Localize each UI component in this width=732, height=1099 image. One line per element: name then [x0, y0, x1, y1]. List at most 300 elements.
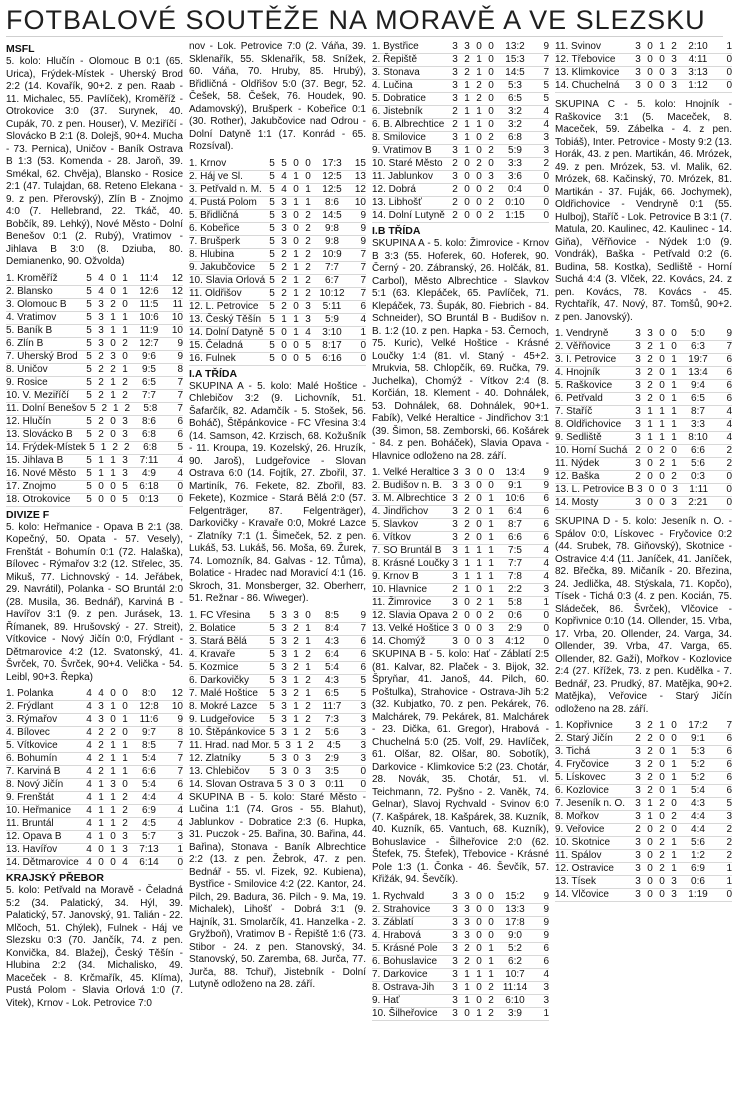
wins: 1: [464, 106, 470, 117]
table-row: [555, 54, 732, 67]
wins: 0: [464, 171, 470, 182]
points: 7: [726, 341, 732, 352]
points: 6: [360, 300, 366, 312]
points: 3: [360, 713, 366, 725]
team-name: 3. I. Petrovice: [555, 354, 617, 365]
points: 9: [543, 890, 549, 902]
losses: 2: [124, 402, 131, 414]
played: 5: [269, 339, 275, 351]
played: 3: [635, 458, 641, 469]
draws: 3: [110, 350, 116, 362]
team-name: 3. Stará Bělá: [189, 635, 247, 647]
draws: 0: [476, 519, 482, 530]
team-name: 10. Horní Suchá: [555, 445, 628, 456]
draws: 0: [476, 636, 482, 647]
score: 5:4: [142, 779, 156, 790]
losses: 3: [672, 484, 678, 495]
table-row: [555, 354, 732, 367]
losses: 3: [122, 467, 128, 479]
score: 3:5: [325, 765, 339, 777]
team-name: 11. Žimrovice: [372, 597, 432, 608]
team-name: 6. B. Albrechtice: [372, 119, 445, 130]
score: 13:4: [688, 367, 708, 378]
score: 6:6: [508, 532, 522, 543]
score: 9:8: [325, 235, 339, 247]
table-row: [555, 889, 732, 902]
table-row: [555, 484, 732, 497]
losses: 1: [671, 432, 677, 443]
team-name: 9. Frenštát: [6, 792, 54, 803]
team-name: 8. Ostrava-Jih: [372, 981, 435, 993]
team-name: 7. Brušperk: [189, 235, 241, 247]
wins: 1: [98, 779, 104, 790]
score: 6:3: [691, 341, 705, 352]
wins: 3: [281, 609, 287, 621]
ib-group-d-article: SKUPINA D - 5. kolo: Jeseník n. O. - Spálov 0:0, Lískovec - Fryčovice 0:2 (44. Srubek, 78. Giňovský), Skotnice - Ostravice 4:4 (11. Janíček, 41. Janíček, 82. Břečka, 89. Mičaník - 20. Březina, 24. Jedlička, 48. Stýskala, 71. Kopčo), Tísek - Tichá 0:3 (4. z pen. Kocián, 75. Sládeček, 86. Švrček), Vlčovice - Kopřivnice 0:10 (14. Ollender, 15. Vrba, 17. Vrba, 20. Ollender, 24. Varga, 34. Ollender, 39. Vrba, 47. Varga, 65. Ollender, 82. Gaži), Mořkov - Kozlovice 2:4 (27. Křížek, 73. z pen. Kudělka - 7. Bednář, 23. Prudký, 87. Matějka, 90+2. Matějka), Veřovice - Starý Jičín odloženo na 28. září.: [555, 516, 732, 715]
team-name: 5. Kozmice: [189, 661, 239, 673]
team-name: 1. Krnov: [189, 157, 227, 169]
table-row: [6, 481, 183, 494]
played: 5: [86, 272, 92, 284]
played: 5: [269, 648, 275, 660]
table-row: [372, 891, 549, 904]
wins: 3: [281, 635, 287, 647]
draws: 1: [110, 818, 116, 829]
played: 5: [269, 700, 275, 712]
points: 9: [360, 235, 366, 247]
played: 5: [86, 298, 92, 310]
losses: 2: [488, 610, 494, 621]
losses: 1: [671, 772, 677, 783]
played: 3: [635, 419, 641, 430]
table-row: [189, 701, 366, 714]
team-name: 2. Řepiště: [372, 54, 418, 65]
draws: 0: [659, 393, 665, 404]
losses: 1: [488, 597, 494, 608]
wins: 2: [464, 519, 470, 530]
table-row: [189, 314, 366, 327]
score: 5:4: [325, 661, 339, 673]
wins: 4: [281, 170, 287, 182]
points: 4: [726, 406, 732, 417]
draws: 1: [293, 326, 299, 338]
played: 5: [86, 480, 92, 492]
wins: 3: [464, 929, 470, 941]
table-row: [555, 367, 732, 380]
losses: 1: [671, 759, 677, 770]
score: 5:3: [508, 80, 522, 91]
wins: 3: [464, 903, 470, 915]
losses: 2: [488, 132, 494, 143]
ib-group-a-article: SKUPINA A - 5. kolo: Žimrovice - Krnov B 3:3 (55. Hoferek, 60. Hoferek, 90. Černý - 20. Zábranský, 26. Holčák, 81. Carbol), Město Albrechtice - Slavkov 5:1 (63. Klepáček, 65. Pavlíček, 71. Klepáček, 73. Šupák, 80. Fiebrich - 84. Schneider), SO Bruntál B - Budišov n. B. 1:2 (10. z pen. Hapka - 53. Černoch, 75. Kuric), Velké Hoštice - Krásné Loučky 1:4 (81. vl. Staný - 45+2. Mrukvia, 58. Chlopčík, 69. Ručka, 79. Juchelka), Chomýž - Vítkov 2:4 (8. Korčián, 18. Klement - 40. Dohnálek, 53. Dohnálek, 68. Dohnálek, 90+1. Fabík), Velké Heraltice - Jindřichov 3:1 (39. Šimon, 58. Zemborski, 66. Košárek - 84. z pen. Boháček), Slavia Opava - Hlavnice odloženo na 28. září.: [372, 238, 549, 462]
draws: 0: [476, 184, 482, 195]
wins: 1: [100, 441, 107, 453]
table-row: [372, 519, 549, 532]
team-name: 9. Hať: [372, 994, 400, 1006]
points: 3: [543, 981, 549, 993]
score: 4:4: [691, 811, 705, 822]
played: 2: [452, 184, 458, 195]
losses: 1: [305, 622, 311, 634]
score: 5:4: [142, 753, 156, 764]
team-name: 5. Lískovec: [555, 772, 606, 783]
losses: 2: [488, 197, 494, 208]
team-name: 4. Fryčovice: [555, 759, 609, 770]
table-row: [372, 80, 549, 93]
wins: 0: [647, 850, 653, 861]
score: 6:18: [139, 480, 159, 492]
team-name: 7. Karviná B: [6, 766, 61, 777]
points: 0: [543, 636, 549, 647]
wins: 3: [287, 778, 294, 790]
wins: 3: [98, 311, 104, 323]
draws: 1: [110, 753, 116, 764]
points: 10: [354, 196, 366, 208]
played: 2: [635, 471, 641, 482]
team-name: 6. Kozlovice: [555, 785, 609, 796]
losses: 3: [671, 889, 677, 900]
played: 3: [452, 981, 458, 993]
points: 0: [543, 210, 549, 221]
draws: 0: [476, 197, 482, 208]
team-name: 10. Hlavnice: [372, 584, 428, 595]
score: 0:6: [691, 876, 705, 887]
wins: 2: [464, 942, 470, 954]
team-name: 12. Třebovice: [555, 54, 616, 65]
played: 2: [452, 210, 458, 221]
draws: 1: [112, 402, 119, 414]
draws: 0: [110, 688, 116, 699]
team-name: 14. Dolní Lutyně: [372, 210, 445, 221]
draws: 1: [110, 324, 116, 336]
played: 5: [269, 300, 275, 312]
points: 5: [543, 93, 549, 104]
wins: 2: [281, 261, 287, 273]
score: 10:6: [139, 311, 159, 323]
draws: 0: [659, 889, 665, 900]
losses: 2: [671, 41, 677, 52]
draws: 0: [476, 41, 482, 52]
score: 6:10: [505, 994, 525, 1006]
losses: 0: [488, 80, 494, 91]
draws: 2: [110, 363, 116, 375]
score: 6:2: [508, 955, 522, 967]
wins: 2: [647, 733, 653, 744]
losses: 1: [488, 506, 494, 517]
played: 3: [635, 406, 641, 417]
draws: 1: [659, 432, 665, 443]
team-name: 12. Zlatníky: [189, 752, 241, 764]
draws: 1: [293, 196, 299, 208]
played: 3: [635, 41, 641, 52]
played: 3: [635, 432, 641, 443]
played: 2: [635, 824, 641, 835]
divf-article: 5. kolo: Heřmanice - Opava B 2:1 (38. Kopečný, 50. Opata - 57. Vesely), Frenštát - Bohumín 0:1 (72. Halaška), Bílovec - Rýmařov 3:2 (12. Střelec, 35. Mikuš, 77. Lichnovský - 14. Jeřábek, 29. Navrátil), Polanka - SO Bruntál 2:0 (28. Musila, 36. Bednář), Karviná B - Havířov 3:1 (9. z pen. Jurásek, 13. Římanek, 89. Hrušovský - 27. Streit), Vítkovice - Nový Jičín 0:0, Frýdlant - Dětmarovice 4:2 (12. Svatonský, 41. Švrček, 70. Švrček, 90+4. Velička - 54. Leibl, 90+3. Řepka): [6, 521, 183, 683]
wins: 3: [281, 196, 287, 208]
score: 4:12: [505, 636, 525, 647]
losses: 3: [305, 765, 311, 777]
team-name: 14. Chomýž: [372, 636, 426, 647]
score: 3:13: [688, 67, 708, 78]
table-row: [372, 571, 549, 584]
table-row: [555, 445, 732, 458]
losses: 2: [308, 739, 314, 751]
wins: 3: [281, 765, 287, 777]
played: 2: [635, 445, 641, 456]
team-name: 9. Jakubčovice: [189, 261, 256, 273]
team-name: 7. Darkovice: [372, 968, 428, 980]
table-row: [555, 380, 732, 393]
losses: 2: [488, 981, 494, 993]
losses: 1: [671, 354, 677, 365]
ia-group-a-table: [189, 610, 366, 792]
wins: 4: [281, 183, 287, 195]
played: 5: [89, 402, 96, 414]
played: 5: [86, 376, 92, 388]
score: 5:3: [691, 746, 705, 757]
wins: 4: [98, 688, 104, 699]
losses: 1: [122, 363, 128, 375]
score: 12:5: [322, 183, 342, 195]
points: 8: [177, 363, 183, 375]
score: 4:3: [691, 798, 705, 809]
points: 6: [543, 506, 549, 517]
draws: 0: [476, 903, 482, 915]
points: 6: [543, 519, 549, 530]
table-row: [189, 236, 366, 249]
points: 12: [354, 183, 366, 195]
table-row: [555, 406, 732, 419]
team-name: 18. Otrokovice: [6, 493, 71, 505]
team-name: 2. Budišov n. B.: [372, 480, 443, 491]
points: 6: [726, 785, 732, 796]
score: 6:14: [139, 857, 159, 868]
wins: 1: [464, 119, 470, 130]
score: 3:2: [508, 106, 522, 117]
score: 8:7: [508, 519, 522, 530]
played: 5: [269, 196, 275, 208]
table-row: [555, 419, 732, 432]
team-name: 8. Oldřichovice: [555, 419, 622, 430]
team-name: 4. Hnojník: [555, 367, 601, 378]
score: 17:3: [322, 157, 342, 169]
score: 4:5: [326, 739, 341, 751]
losses: 1: [671, 406, 677, 417]
draws: 2: [110, 727, 116, 738]
losses: 2: [305, 261, 311, 273]
team-name: 5. Dobratice: [372, 93, 426, 104]
table-row: [555, 772, 732, 785]
score: 7:8: [508, 571, 522, 582]
team-name: 4. Jindřichov: [372, 506, 429, 517]
table-row: [372, 636, 549, 649]
points: 4: [177, 467, 183, 479]
wins: 3: [98, 324, 104, 336]
wins: 2: [281, 287, 287, 299]
team-name: 13. Slovácko B: [6, 428, 73, 440]
losses: 3: [671, 876, 677, 887]
losses: 0: [488, 119, 494, 130]
wins: 3: [281, 674, 287, 686]
score: 3:9: [508, 1007, 522, 1019]
wins: 2: [464, 54, 470, 65]
played: 5: [86, 389, 92, 401]
points: 3: [360, 752, 366, 764]
losses: 0: [122, 688, 128, 699]
team-name: 13. Libhošť: [372, 197, 422, 208]
points: 0: [543, 610, 549, 621]
losses: 0: [122, 298, 128, 310]
points: 4: [177, 805, 183, 816]
team-name: 8. Krásné Loučky: [372, 558, 450, 569]
ib-group-b-table: [372, 891, 549, 1021]
played: 5: [86, 493, 92, 505]
table-row: [372, 969, 549, 982]
played: 5: [274, 739, 280, 751]
wins: 0: [647, 471, 653, 482]
ib-group-d-table: [555, 720, 732, 902]
wins: 0: [647, 889, 653, 900]
score: 14:5: [322, 209, 342, 221]
draws: 2: [476, 80, 482, 91]
table-row: [555, 497, 732, 510]
ib-heading: I.B TŘÍDA: [372, 225, 421, 237]
team-name: 5. Krásné Pole: [372, 942, 438, 954]
draws: 1: [476, 571, 482, 582]
table-row: [6, 286, 183, 299]
score: 0:11: [325, 778, 345, 790]
table-row: [6, 299, 183, 312]
draws: 2: [659, 445, 665, 456]
table-row: [6, 442, 183, 455]
table-row: [372, 132, 549, 145]
team-name: 1. Bystřice: [372, 41, 419, 52]
played: 5: [89, 441, 95, 453]
team-name: 3. Rýmařov: [6, 714, 58, 725]
wins: 3: [464, 467, 471, 478]
played: 3: [635, 354, 641, 365]
draws: 1: [659, 720, 665, 731]
losses: 0: [305, 609, 311, 621]
losses: 0: [122, 779, 128, 790]
draws: 1: [293, 248, 299, 260]
table-row: [6, 805, 183, 818]
team-name: 3. Záblatí: [372, 916, 414, 928]
ia-group-a-article: SKUPINA A - 5. kolo: Malé Hoštice - Chlebičov 3:2 (9. Lichovník, 51. Šafarčík, 82. Adamčík - 5. Stošek, 56. Boháč), Štěpánkovice - FC Vřesina 3:4 (14. Samson, 42. Krzisch, 68. Kožušník - 11. Kroupa, 19. Kozelský, 26. Hruzík, 90. Jaroš), Ludgeřovice - Slovan Ostrava 6:0 (14. Fojtík, 27. Zbořil, 37. Martiník, 76. Fekete, 82. Zbořil, 83. Fekete), Kozmice - Stará Bělá 2:0 (57. Felgenträger, 87. Felgenträger), Darkovičky - Kravaře 0:0, Mokré Lazce - Zlatníky 7:1 (1. Šimeček, 52. z pen. Lukáš, 53. Lukáš, 56. Moša, 69. Žurek, 74. Lomozník, 84. Galvas - 12. Tůma), Bolatice - Hradec nad Moravicí 4:1 (16. Skroch, 31. Monsberger, 32. Oberherr, 51. Režnar - 86. Wiweger).: [189, 380, 366, 604]
wins: 5: [281, 157, 287, 169]
team-name: 16. Fulnek: [189, 352, 236, 364]
wins: 3: [281, 700, 287, 712]
losses: 3: [305, 752, 311, 764]
team-name: 7. Jeseník n. O.: [555, 798, 626, 809]
score: 5:7: [142, 831, 156, 842]
team-name: 13. Chlebičov: [189, 765, 250, 777]
wins: 3: [281, 222, 287, 234]
team-name: 12. L. Petrovice: [189, 300, 259, 312]
table-row: [555, 850, 732, 863]
draws: 1: [293, 313, 299, 325]
draws: 1: [293, 261, 299, 273]
points: 7: [177, 740, 183, 751]
table-row: [555, 824, 732, 837]
team-name: 6. Jistebník: [372, 106, 423, 117]
losses: 1: [305, 196, 311, 208]
team-name: 9. Vratimov B: [372, 145, 432, 156]
wins: 0: [647, 837, 653, 848]
played: 5: [269, 765, 275, 777]
losses: 1: [122, 766, 128, 777]
table-row: [372, 480, 549, 493]
score: 0:3: [691, 471, 705, 482]
wins: 3: [464, 480, 470, 491]
draws: 0: [293, 222, 299, 234]
table-row: [555, 458, 732, 471]
played: 3: [452, 41, 458, 52]
played: 5: [269, 674, 275, 686]
points: 6: [726, 393, 732, 404]
losses: 2: [488, 994, 494, 1006]
played: 4: [86, 844, 92, 855]
points: 6: [726, 746, 732, 757]
wins: 0: [464, 210, 470, 221]
played: 5: [269, 261, 275, 273]
score: 6:7: [325, 274, 339, 286]
table-row: [372, 597, 549, 610]
losses: 0: [488, 903, 494, 915]
losses: 1: [488, 558, 494, 569]
team-name: 11. Svinov: [555, 41, 601, 52]
team-name: 10. Štěpánkovice: [189, 726, 266, 738]
table-row: [372, 917, 549, 930]
points: 0: [360, 352, 366, 364]
played: 2: [452, 106, 458, 117]
losses: 4: [122, 857, 128, 868]
wins: 0: [464, 197, 470, 208]
divf-heading: DIVIZE F: [6, 508, 50, 521]
points: 11: [172, 298, 183, 310]
score: 5:6: [325, 726, 339, 738]
wins: 2: [647, 746, 653, 757]
wins: 2: [647, 354, 653, 365]
team-name: 11. Spálov: [555, 850, 602, 861]
wins: 1: [464, 558, 470, 569]
table-row: [372, 982, 549, 995]
played: 5: [86, 324, 92, 336]
wins: 0: [464, 636, 470, 647]
points: 4: [543, 968, 549, 980]
losses: 1: [488, 584, 494, 595]
losses: 0: [671, 733, 677, 744]
losses: 1: [488, 968, 494, 980]
played: 3: [452, 67, 458, 78]
points: 0: [543, 197, 549, 208]
losses: 1: [671, 380, 677, 391]
team-name: 10. Slavia Orlová: [189, 274, 266, 286]
score: 8:17: [322, 339, 342, 351]
score: 7:3: [325, 713, 339, 725]
losses: 2: [305, 248, 311, 260]
played: 4: [86, 688, 92, 699]
points: 4: [543, 545, 549, 556]
played: 3: [452, 571, 458, 582]
losses: 3: [305, 313, 311, 325]
draws: 1: [110, 766, 116, 777]
played: 3: [635, 67, 641, 78]
draws: 1: [110, 740, 116, 751]
score: 17:8: [505, 916, 525, 928]
score: 6:9: [142, 805, 156, 816]
team-name: 15. Jihlava B: [6, 454, 64, 466]
